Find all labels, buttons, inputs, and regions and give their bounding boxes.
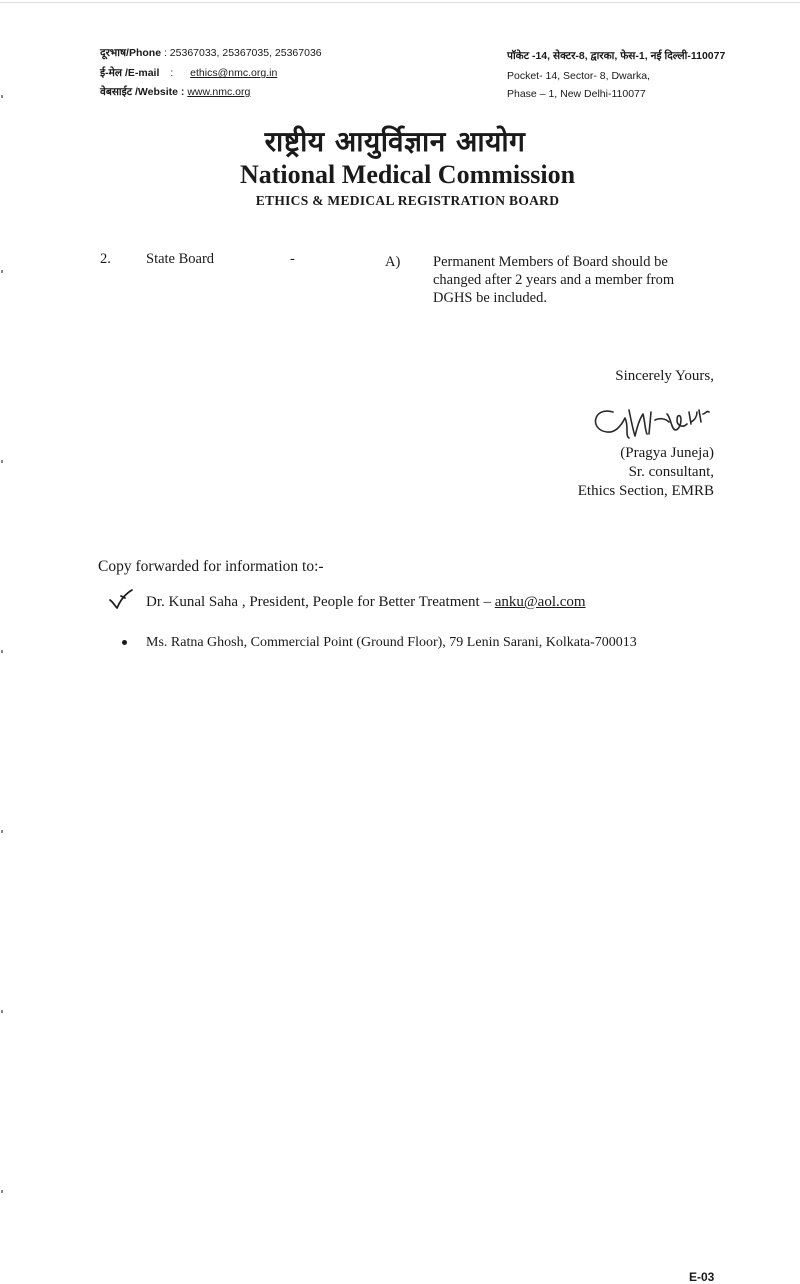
phone-label: दूरभाष/Phone bbox=[100, 47, 162, 59]
page-code: E-03 bbox=[689, 1270, 715, 1284]
margin-speck bbox=[1, 95, 3, 98]
item-number: 2. bbox=[100, 251, 111, 267]
scan-edge-line bbox=[0, 2, 800, 3]
item-label: State Board bbox=[146, 251, 215, 267]
margin-speck bbox=[1, 830, 3, 833]
item-dash: - bbox=[290, 251, 295, 267]
email-link[interactable]: ethics@nmc.org.in bbox=[190, 67, 278, 79]
board-title: ETHICS & MEDICAL REGISTRATION BOARD bbox=[255, 193, 560, 208]
item-line-3: DGHS be included. bbox=[433, 290, 547, 306]
phone-line bbox=[100, 47, 322, 60]
address-line-1: Pocket- 14, Sector- 8, Dwarka, bbox=[507, 70, 650, 82]
hindi-title: राष्ट्रीय आयुर्विज्ञान आयोग bbox=[264, 125, 526, 158]
email-line bbox=[100, 67, 277, 80]
margin-speck bbox=[1, 1190, 3, 1193]
signature-graphic bbox=[585, 400, 725, 450]
website-line bbox=[100, 86, 250, 99]
salutation: Sincerely Yours, bbox=[615, 368, 714, 384]
phone-value: : 25367033, 25367035, 25367036 bbox=[163, 47, 322, 59]
checkmark-icon bbox=[108, 588, 134, 610]
item-line-2: changed after 2 years and a member from bbox=[433, 272, 675, 288]
margin-speck bbox=[1, 650, 3, 653]
copy-heading: Copy forwarded for information to:- bbox=[98, 558, 324, 575]
email-separator: : bbox=[170, 67, 174, 79]
item-line-1: Permanent Members of Board should be bbox=[433, 254, 668, 270]
address-line-2: Phase – 1, New Delhi-110077 bbox=[507, 88, 646, 100]
margin-speck bbox=[1, 460, 3, 463]
item-sub-label: A) bbox=[385, 254, 401, 270]
bullet-icon bbox=[122, 640, 127, 645]
signatory-section: Ethics Section, EMRB bbox=[577, 483, 714, 499]
margin-speck bbox=[1, 270, 3, 273]
recipient-1-email[interactable]: anku@aol.com bbox=[494, 594, 586, 610]
recipient-1-text: Dr. Kunal Saha , President, People for Better Treatment – bbox=[146, 594, 491, 610]
email-label: ई-मेल /E-mail bbox=[100, 67, 160, 79]
recipient-2: Ms. Ratna Ghosh, Commercial Point (Ground Floor), 79 Lenin Sarani, Kolkata-700013 bbox=[146, 635, 637, 650]
recipient-1 bbox=[146, 594, 586, 612]
website-link[interactable]: www.nmc.org bbox=[187, 86, 251, 98]
address-hindi: पॉकेट -14, सेक्टर-8, द्वारका, फेस-1, नई दिल्ली-110077 bbox=[507, 50, 726, 62]
website-label: वेबसाईट /Website : bbox=[100, 86, 185, 98]
margin-speck bbox=[1, 1010, 3, 1013]
signatory-name: (Pragya Juneja) bbox=[620, 445, 714, 461]
english-title: National Medical Commission bbox=[239, 160, 576, 189]
signatory-designation: Sr. consultant, bbox=[628, 464, 714, 480]
